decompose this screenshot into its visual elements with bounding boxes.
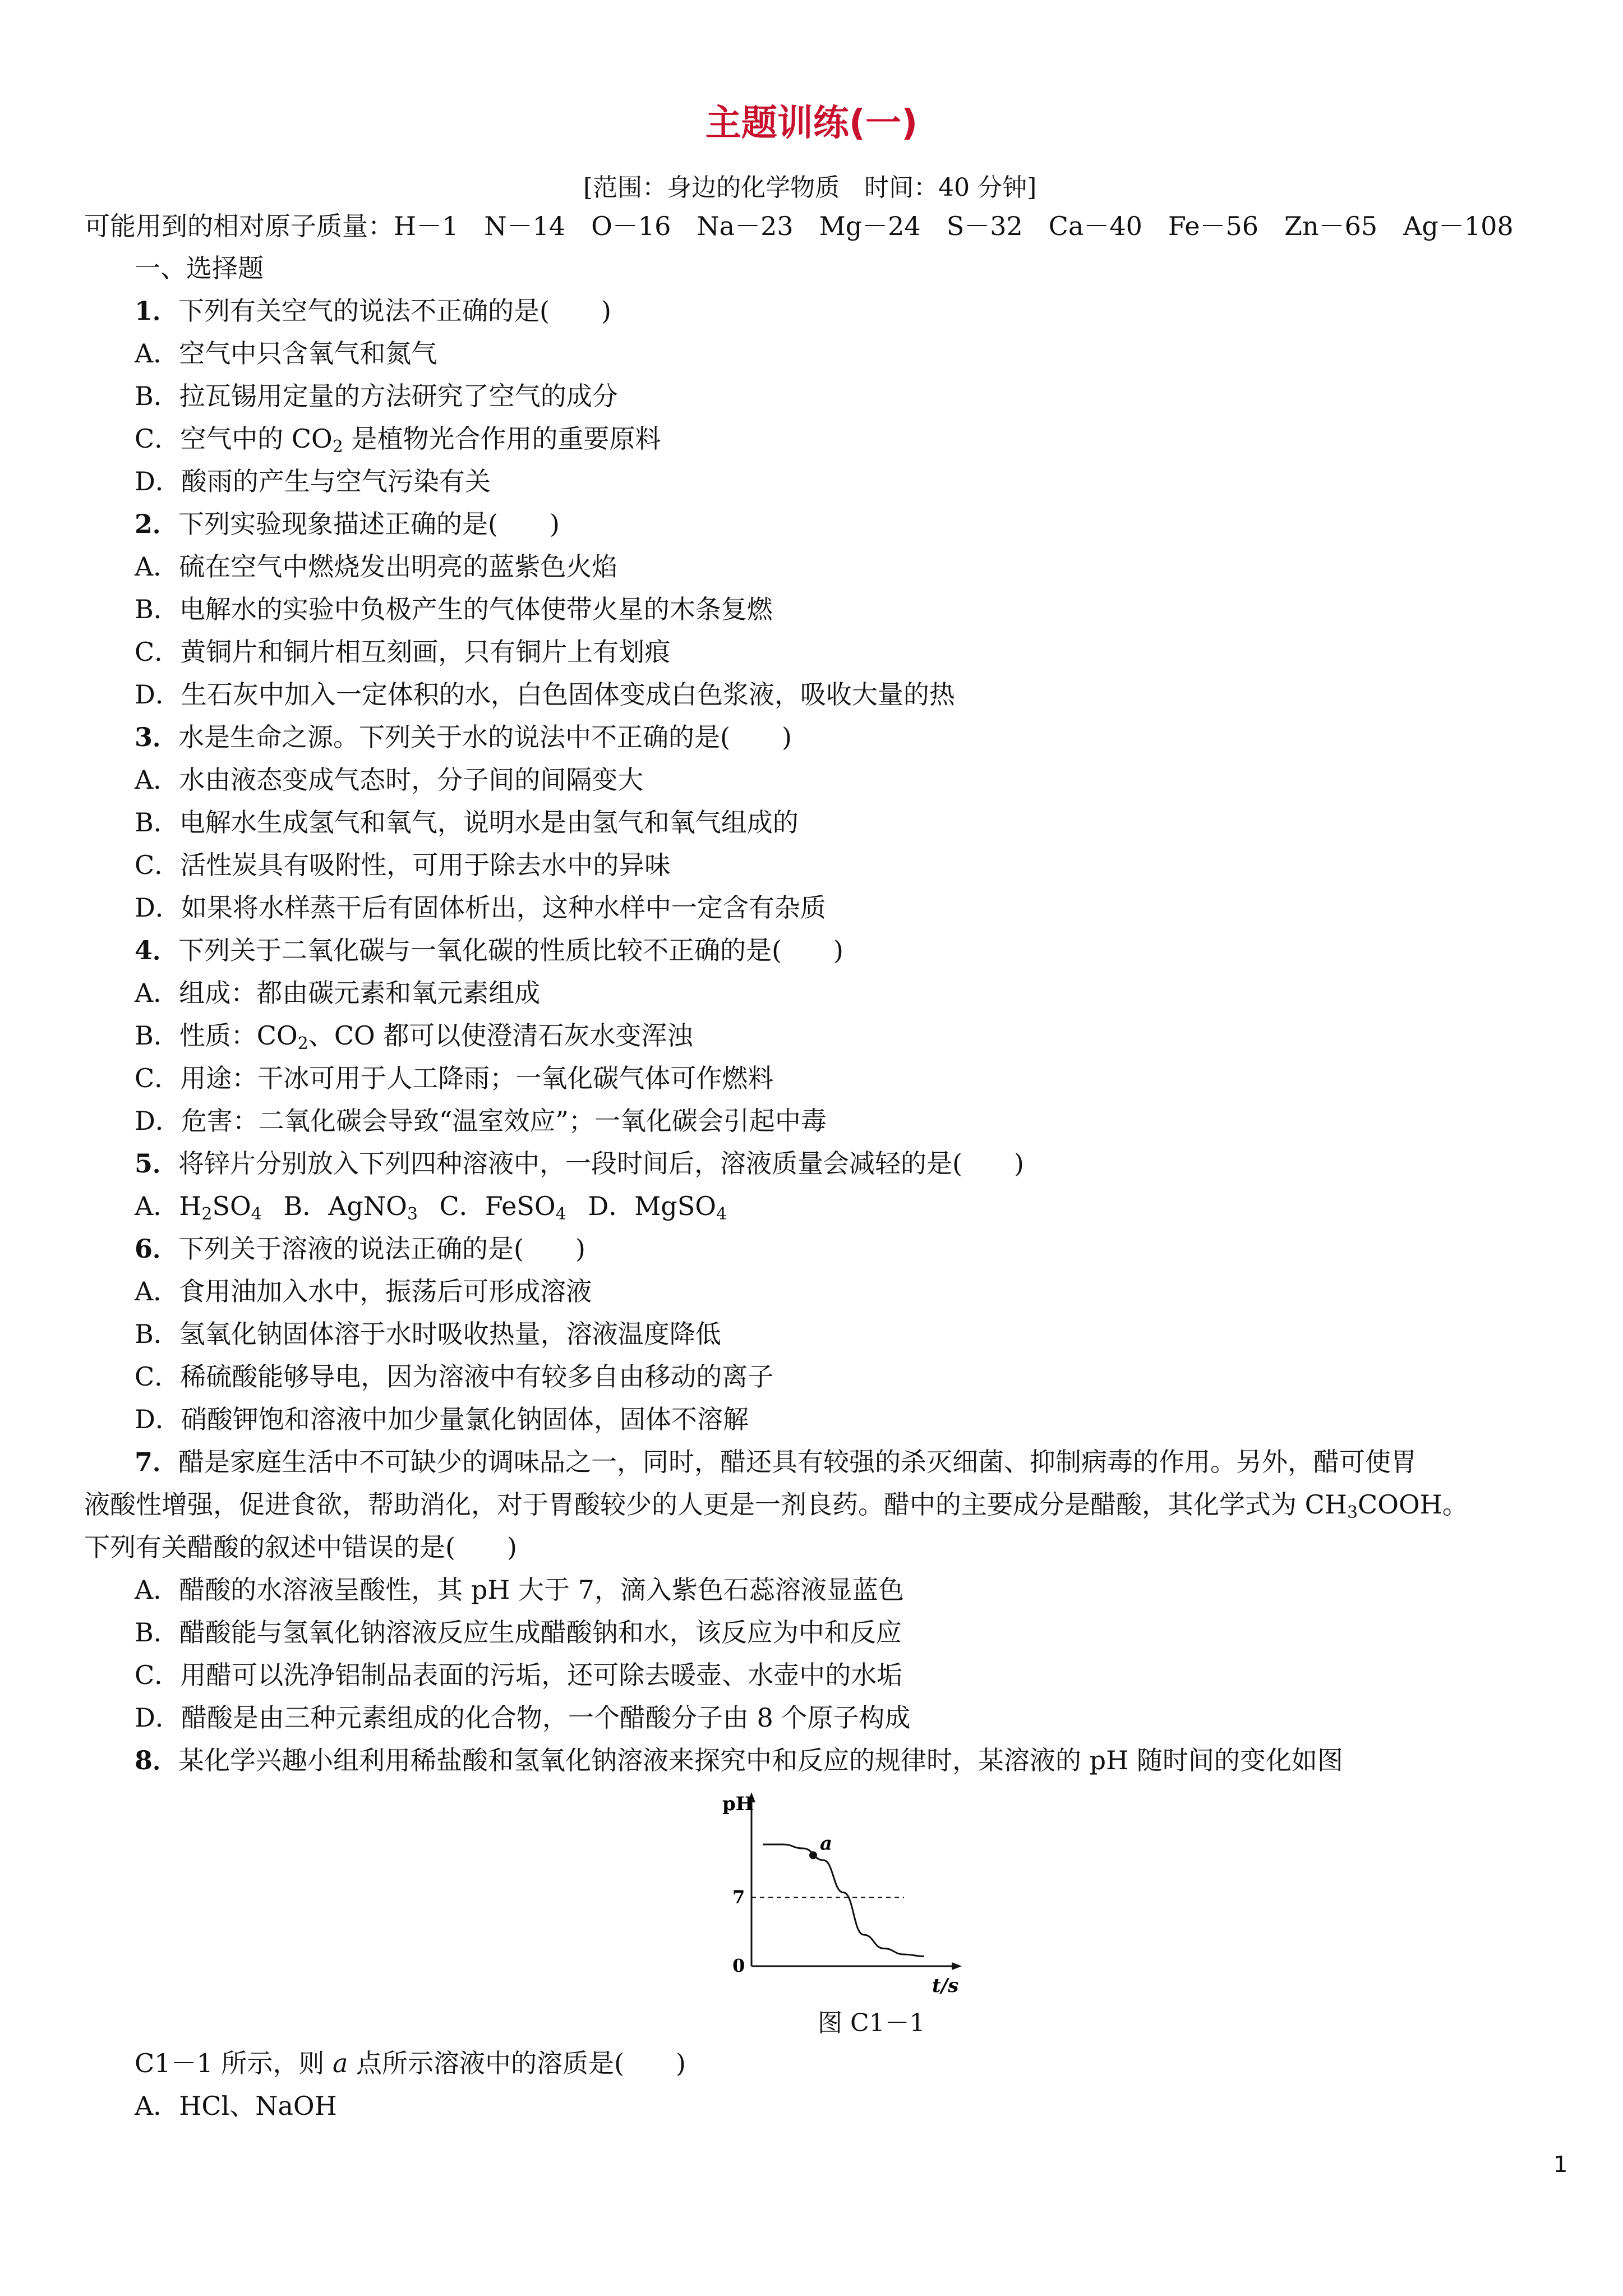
text-run: A．H	[135, 1191, 202, 1221]
question-stem: 水是生命之源。下列关于水的说法中不正确的是( )	[178, 722, 792, 752]
q6-option-c: C．稀硫酸能够导电，因为溶液中有较多自由移动的离子	[135, 1361, 774, 1392]
q2-option-a: A．硫在空气中燃烧发出明亮的蓝紫色火焰	[135, 551, 618, 582]
subscript: 4	[716, 1204, 727, 1224]
question-number: 6．	[135, 1234, 179, 1264]
ph-time-chart	[712, 1787, 970, 1994]
q8-option-a: A．HCl、NaOH	[135, 2091, 337, 2121]
subscript: 2	[201, 1204, 213, 1224]
q3-option-c: C．活性炭具有吸附性，可用于除去水中的异味	[135, 850, 671, 880]
text-run: 是植物光合作用的重要原料	[343, 424, 661, 454]
question-4	[135, 935, 843, 966]
q5-options	[135, 1190, 727, 1222]
question-number: 2．	[135, 509, 179, 539]
page-number: 1	[1553, 2152, 1568, 2178]
text-run: COOH。	[1358, 1489, 1468, 1520]
text-run: C．空气中的 CO	[135, 424, 333, 454]
q2-option-d: D．生石灰中加入一定体积的水，白色固体变成白色浆液，吸收大量的热	[135, 679, 955, 710]
chart-axes	[748, 1792, 962, 1970]
q3-option-b: B．电解水生成氢气和氧气，说明水是由氢气和氧气组成的	[135, 807, 799, 838]
question-number: 7．	[135, 1447, 179, 1477]
text-run: C．FeSO	[439, 1191, 556, 1221]
y-tick-label-0: 0	[732, 1955, 745, 1976]
x-axis-arrow	[952, 1962, 962, 1970]
q7-line-3: 下列有关醋酸的叙述中错误的是( )	[84, 1532, 517, 1562]
point-a-ref: a	[332, 2048, 348, 2078]
q4-option-d: D．危害：二氧化碳会导致“温室效应”；一氧化碳会引起中毒	[135, 1106, 827, 1136]
question-number: 8．	[135, 1745, 179, 1775]
subscript: 3	[1347, 1503, 1358, 1522]
q7-option-a: A．醋酸的水溶液呈酸性，其 pH 大于 7，滴入紫色石蕊溶液显蓝色	[135, 1575, 904, 1605]
section-heading: 一、选择题	[135, 253, 264, 283]
question-stem: 某化学兴趣小组利用稀盐酸和氢氧化钠溶液来探究中和反应的规律时，某溶液的 pH 随时间的变化如图	[178, 1745, 1343, 1775]
q7-option-c: C．用醋可以洗净铝制品表面的污垢，还可除去暖壶、水壶中的水垢	[135, 1660, 903, 1690]
q6-option-a: A．食用油加入水中，振荡后可形成溶液	[135, 1276, 592, 1306]
q3-option-d: D．如果将水样蒸干后有固体析出，这种水样中一定含有杂质	[135, 892, 826, 923]
text-run: 液酸性增强，促进食欲，帮助消化，对于胃酸较少的人更是一剂良药。醋中的主要成分是醋酸，其化学式为 CH	[84, 1489, 1347, 1520]
x-axis-label: t/s	[932, 1975, 959, 1994]
text-run: D．MgSO	[588, 1191, 716, 1221]
ph-curve	[763, 1844, 924, 1957]
text-run: 点所示溶液中的溶质是( )	[348, 2048, 686, 2078]
text-run: 、CO 都可以使澄清石灰水变浑浊	[308, 1020, 693, 1051]
question-7	[135, 1446, 1417, 1478]
subscript: 4	[555, 1204, 566, 1224]
question-stem: 将锌片分别放入下列四种溶液中，一段时间后，溶液质量会减轻的是( )	[178, 1148, 1024, 1179]
question-number: 5．	[135, 1148, 179, 1179]
q4-option-b	[135, 1020, 693, 1051]
q4-option-c: C．用途：干冰可用于人工降雨；一氧化碳气体可作燃料	[135, 1063, 774, 1093]
question-6	[135, 1233, 585, 1264]
q7-option-d: D．醋酸是由三种元素组成的化合物，一个醋酸分子由 8 个原子构成	[135, 1703, 911, 1733]
question-3	[135, 721, 792, 753]
question-stem: 下列有关空气的说法不正确的是( )	[178, 296, 611, 326]
q3-option-a: A．水由液态变成气态时，分子间的间隔变大	[135, 765, 644, 795]
subscript: 4	[251, 1204, 262, 1224]
question-1	[135, 295, 611, 326]
page-title: 主题训练(一)	[705, 103, 918, 144]
question-stem: 下列关于溶液的说法正确的是( )	[178, 1234, 585, 1264]
question-2	[135, 508, 560, 540]
y-tick-label-7: 7	[732, 1887, 745, 1908]
question-number: 4．	[135, 935, 179, 965]
q7-line-2	[84, 1489, 1468, 1520]
q1-option-c	[135, 423, 661, 457]
question-stem: 下列实验现象描述正确的是( )	[178, 509, 560, 539]
question-number: 3．	[135, 722, 179, 752]
q8-line-2	[135, 2047, 686, 2079]
q1-option-d: D．酸雨的产生与空气污染有关	[135, 466, 491, 496]
q2-option-c: C．黄铜片和铜片相互刻画，只有铜片上有划痕	[135, 637, 671, 667]
subscript: 2	[297, 1034, 308, 1053]
question-stem: 下列关于二氧化碳与一氧化碳的性质比较不正确的是( )	[178, 935, 843, 965]
point-a-label: a	[820, 1832, 833, 1855]
question-stem: 醋是家庭生活中不可缺少的调味品之一，同时，醋还具有较强的杀灭细菌、抑制病毒的作用。另外，醋可使胃	[178, 1447, 1417, 1477]
q2-option-b: B．电解水的实验中负极产生的气体使带火星的木条复燃	[135, 594, 773, 624]
question-5	[135, 1148, 1024, 1179]
q7-option-b: B．醋酸能与氢氧化钠溶液反应生成醋酸钠和水，该反应为中和反应	[135, 1617, 902, 1648]
atomic-masses: 可能用到的相对原子质量：H－1 N－14 O－16 Na－23 Mg－24 S－32 Ca－40 Fe－56 Zn－65 Ag－108	[84, 211, 1514, 241]
text-run: C1－1 所示，则	[135, 2048, 333, 2078]
text-run: B．性质：CO	[135, 1020, 298, 1051]
y-axis-label: pH	[722, 1793, 754, 1815]
point-a-marker	[809, 1851, 817, 1859]
q1-option-a: A．空气中只含氧气和氮气	[135, 338, 437, 369]
subscript: 3	[407, 1204, 418, 1224]
question-number: 1．	[135, 296, 179, 326]
text-run: SO	[212, 1191, 251, 1221]
text-run: B．AgNO	[283, 1191, 407, 1221]
question-8	[135, 1745, 1343, 1776]
q6-option-d: D．硝酸钾饱和溶液中加少量氯化钠固体，固体不溶解	[135, 1404, 749, 1434]
figure-caption: 图 C1－1	[818, 2009, 925, 2037]
scope-line: [范围：身边的化学物质 时间：40 分钟]	[583, 173, 1037, 202]
q1-option-b: B．拉瓦锡用定量的方法研究了空气的成分	[135, 381, 618, 411]
q6-option-b: B．氢氧化钠固体溶于水时吸收热量，溶液温度降低	[135, 1319, 721, 1349]
q4-option-a: A．组成：都由碳元素和氧元素组成	[135, 978, 541, 1008]
subscript: 2	[332, 437, 343, 457]
